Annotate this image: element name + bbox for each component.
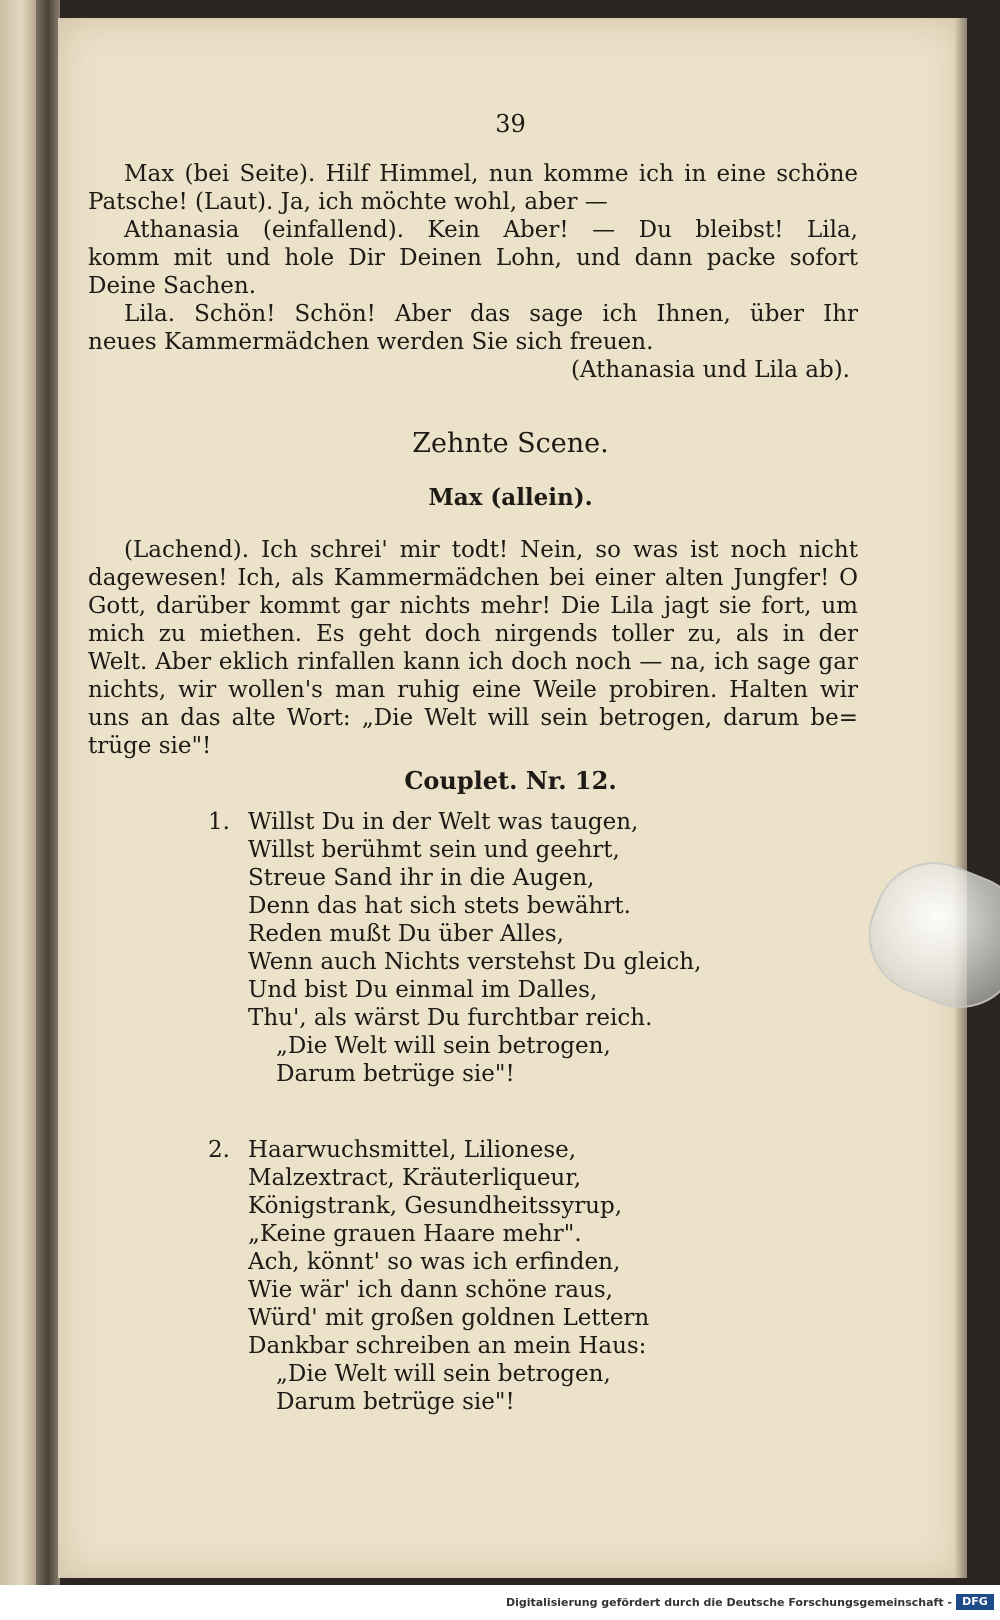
text-line: trüge sie"! [88, 733, 212, 759]
verse-2 [208, 1136, 808, 1416]
text-line: nichts, wir wollen's man ruhig eine Weile probiren. Halten wir [88, 677, 858, 703]
funding-credit: Digitalisierung gefördert durch die Deutsche Forschungsgemeinschaft - [505, 1596, 952, 1609]
text-line: komm mit und hole Dir Deinen Lohn, und dann packe sofort [88, 245, 858, 271]
verse-line: Denn das hat sich stets bewährt. [248, 893, 631, 919]
verse-1 [208, 808, 808, 1088]
book-page [58, 18, 963, 1578]
text-line: Deine Sachen. [88, 273, 257, 299]
verse-line: Reden mußt Du über Alles, [248, 921, 564, 947]
text-line: Patsche! (Laut). Ja, ich möchte wohl, aber — [88, 189, 608, 215]
verse-line: Haarwuchsmittel, Lilionese, [248, 1137, 577, 1163]
text-line: dagewesen! Ich, als Kammermädchen bei einer alten Jungfer! O [88, 565, 858, 591]
text-line: neues Kammermädchen werden Sie sich freuen. [88, 329, 654, 355]
verse-line: Thu', als wärst Du furchtbar reich. [248, 1005, 653, 1031]
refrain-line: „Die Welt will sein betrogen, [276, 1361, 611, 1387]
footer-bar [0, 1588, 1000, 1620]
page-number: 39 [495, 110, 526, 138]
verse-line: Willst Du in der Welt was taugen, [248, 809, 639, 835]
text-line: Max (bei Seite). Hilf Himmel, nun komme ich in eine schöne [124, 161, 858, 187]
text-line: mich zu miethen. Es geht doch nirgends toller zu, als in der [88, 621, 858, 647]
verse-line: „Keine grauen Haare mehr". [248, 1221, 582, 1247]
text-line: Gott, darüber kommt gar nichts mehr! Die Lila jagt sie fort, um [88, 593, 858, 619]
verse-number: 1. [208, 809, 230, 835]
verse-line: Königstrank, Gesundheitssyrup, [248, 1193, 623, 1219]
refrain-line: Darum betrüge sie"! [276, 1389, 515, 1415]
text-line: (Lachend). Ich schrei' mir todt! Nein, so was ist noch nicht [124, 537, 858, 563]
verse-line: Dankbar schreiben an mein Haus: [248, 1333, 647, 1359]
refrain-line: Darum betrüge sie"! [276, 1061, 515, 1087]
facing-page-edge [0, 0, 36, 1585]
stage-direction-exit: (Athanasia und Lila ab). [570, 357, 850, 383]
page-right-edge [955, 18, 967, 1578]
couplet-heading: Couplet. Nr. 12. [404, 766, 617, 795]
verse-line: Wenn auch Nichts verstehst Du gleich, [248, 949, 702, 975]
verse-line: Malzextract, Kräuterliqueur, [248, 1165, 582, 1191]
verse-line: Wie wär' ich dann schöne raus, [248, 1277, 613, 1303]
text-line: Welt. Aber eklich rinfallen kann ich doch noch — na, ich sage gar [88, 649, 858, 675]
text-line: Lila. Schön! Schön! Aber das sage ich Ihnen, über Ihr [124, 301, 858, 327]
verse-line: Würd' mit großen goldnen Lettern [248, 1305, 650, 1331]
verse-line: Streue Sand ihr in die Augen, [248, 865, 595, 891]
monologue [88, 536, 858, 760]
verse-number: 2. [208, 1137, 230, 1163]
text-line: Athanasia (einfallend). Kein Aber! — Du bleibst! Lila, [124, 217, 858, 243]
refrain-line: „Die Welt will sein betrogen, [276, 1033, 611, 1059]
verse-line: Ach, könnt' so was ich erfinden, [248, 1249, 621, 1275]
dialogue-top [88, 160, 858, 384]
scene-heading: Zehnte Scene. [412, 428, 609, 459]
text-line: uns an das alte Wort: „Die Welt will sein betrogen, darum be= [88, 705, 858, 731]
verse-line: Und bist Du einmal im Dalles, [248, 977, 598, 1003]
scene-character: Max (allein). [428, 484, 593, 511]
dfg-logo: DFG [956, 1594, 994, 1610]
book-gutter [36, 0, 60, 1585]
verse-line: Willst berühmt sein und geehrt, [248, 837, 620, 863]
